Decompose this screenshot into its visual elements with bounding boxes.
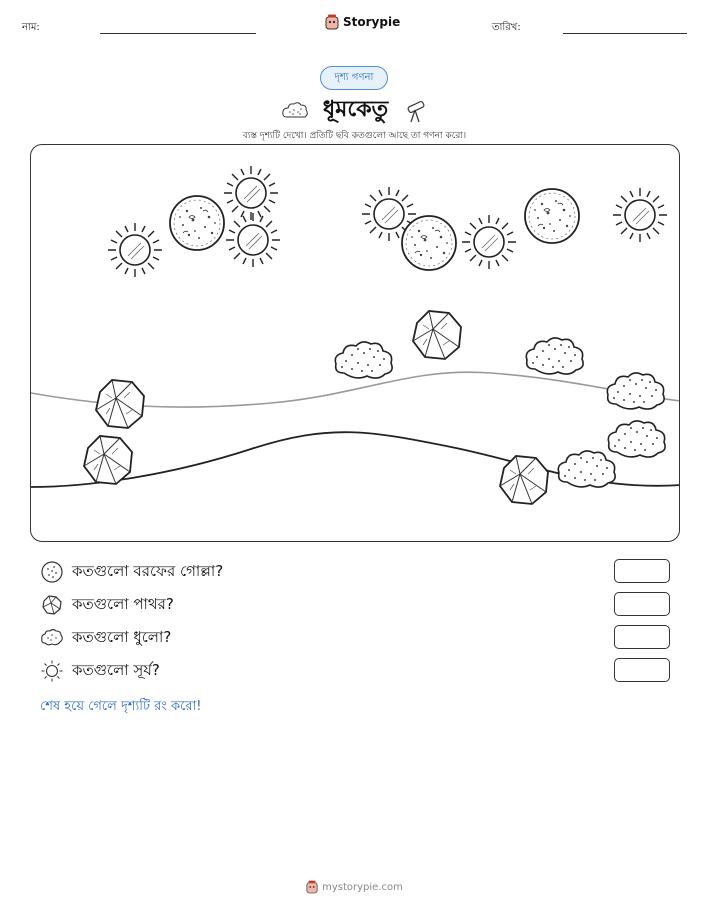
sun: [226, 213, 280, 267]
footer: [0, 880, 709, 894]
question-text: কতগুলো সূর্য?: [72, 660, 160, 679]
snowball: [402, 216, 456, 270]
snowball: [525, 189, 579, 243]
counting-scene: [30, 144, 680, 542]
question-text: কতগুলো ধুলো?: [72, 627, 172, 646]
dust-cloud-icon: [281, 100, 309, 122]
sun: [613, 188, 667, 242]
dust-cloud-icon: [40, 626, 64, 650]
snowball: [170, 196, 224, 250]
rock: [96, 380, 144, 428]
sun: [108, 223, 162, 277]
date-label: তারিখ:: [492, 22, 521, 33]
rock: [84, 436, 132, 484]
question-row: [40, 659, 670, 683]
rock: [500, 456, 548, 504]
sun: [224, 166, 278, 220]
dust-cloud: [607, 373, 664, 409]
scene-illustration: [31, 145, 680, 542]
question-text: কতগুলো বরফের গোল্লা?: [72, 561, 224, 580]
telescope-icon: [402, 98, 428, 124]
instructions: ব্যস্ত দৃশ্যটি দেখো। প্রতিটি ছবি কতগুলো আছে তা গণনা করো।: [242, 131, 467, 141]
snowball-icon: [40, 560, 64, 584]
storypie-mascot-icon: [325, 14, 339, 30]
sun: [462, 215, 516, 269]
answer-box-dust[interactable]: [614, 625, 670, 649]
question-row: [40, 593, 670, 617]
question-text: কতগুলো পাথর?: [72, 594, 174, 613]
name-label: নাম:: [22, 22, 40, 33]
closing-instruction: শেষ হয়ে গেলে দৃশ্যটি রং করো!: [40, 699, 202, 714]
footer-url[interactable]: mystorypie.com: [322, 881, 403, 893]
answer-box-snowballs[interactable]: [614, 559, 670, 583]
rock-icon: [40, 593, 64, 617]
sun-icon: [40, 659, 64, 683]
category-badge: দৃশ্য গণনা: [320, 66, 388, 90]
brand-logo: [325, 14, 400, 30]
question-row: [40, 560, 670, 584]
brand-name: Storypie: [343, 15, 401, 29]
answer-box-rocks[interactable]: [614, 592, 670, 616]
rock: [413, 311, 461, 359]
dust-cloud: [558, 451, 615, 487]
question-row: [40, 626, 670, 650]
title-row: [0, 92, 709, 129]
dust-cloud: [335, 342, 392, 378]
answer-box-suns[interactable]: [614, 658, 670, 682]
name-line[interactable]: [100, 33, 256, 34]
date-line[interactable]: [563, 33, 687, 34]
dust-cloud: [526, 338, 583, 374]
storypie-mascot-icon: [306, 880, 318, 894]
page-title: ধূমকেতু: [322, 97, 389, 122]
dust-cloud: [608, 421, 665, 457]
